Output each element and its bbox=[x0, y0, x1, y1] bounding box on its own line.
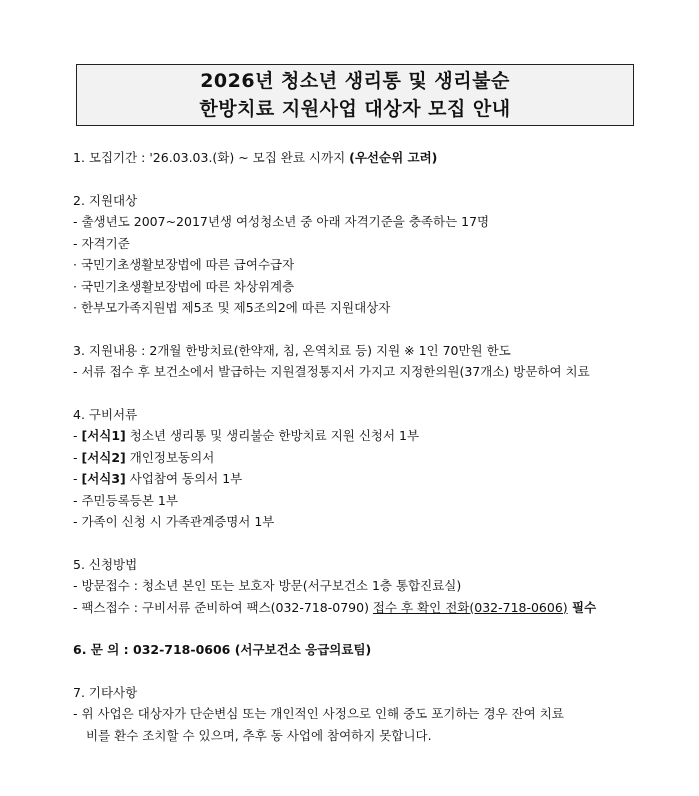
list-dash: - bbox=[73, 428, 82, 443]
section-5-heading: 5. 신청방법 bbox=[73, 556, 138, 572]
required-doc: - 가족이 신청 시 가족관계증명서 1부 bbox=[73, 514, 275, 529]
required-doc-form-3 bbox=[73, 468, 643, 490]
title-line-1: 2026년 청소년 생리통 및 생리불순 bbox=[200, 70, 510, 92]
form-name: 개인정보동의서 bbox=[125, 449, 215, 465]
section-4-heading: 4. 구비서류 bbox=[73, 406, 138, 422]
spacer bbox=[73, 661, 643, 682]
form-tag: [서식1] bbox=[81, 428, 126, 443]
fax-application bbox=[73, 597, 643, 619]
list-dash: - bbox=[73, 471, 82, 486]
required-doc-form-1 bbox=[73, 425, 643, 447]
recruitment-period bbox=[73, 147, 643, 169]
title-line-2: 한방치료 지원사업 대상자 모집 안내 bbox=[199, 98, 511, 120]
criteria-item: · 국민기초생활보장법에 따른 차상위계층 bbox=[73, 278, 295, 294]
recruitment-period-text: 1. 모집기간 : '26.03.03.(화) ~ 모집 완료 시까지 bbox=[73, 150, 350, 165]
fax-text: - 팩스접수 : 구비서류 준비하여 팩스(032-718-0790) bbox=[73, 599, 373, 615]
fax-required: 필수 bbox=[567, 599, 597, 615]
support-procedure: - 서류 접수 후 보건소에서 발급하는 지원결정통지서 가지고 지정한의원(37개소) 방문하여 치료 bbox=[73, 364, 590, 379]
support-content: 3. 지원내용 : 2개월 한방치료(한약재, 침, 온역치료 등) 지원 ※ 1인 70만원 한도 bbox=[73, 342, 511, 358]
form-tag: [서식2] bbox=[81, 449, 126, 465]
fax-confirm-call: 접수 후 확인 전화(032-718-0606) bbox=[372, 599, 568, 615]
form-name: 사업참여 동의서 1부 bbox=[125, 471, 243, 486]
other-notes-line-1: - 위 사업은 대상자가 단순변심 또는 개인적인 사정으로 인해 중도 포기하는 경우 잔여 치료 bbox=[73, 706, 564, 721]
eligibility-line: - 출생년도 2007~2017년생 여성청소년 중 아래 자격기준을 충족하는 17명 bbox=[73, 214, 490, 229]
criteria-heading: - 자격기준 bbox=[73, 235, 130, 251]
title-box bbox=[76, 64, 634, 126]
criteria-item: · 한부모가족지원법 제5조 및 제5조의2에 따른 지원대상자 bbox=[73, 300, 391, 315]
visit-application: - 방문접수 : 청소년 본인 또는 보호자 방문(서구보건소 1층 통합진료실) bbox=[73, 578, 462, 593]
priority-note: (우선순위 고려) bbox=[349, 150, 438, 165]
spacer bbox=[73, 169, 643, 190]
section-2-heading: 2. 지원대상 bbox=[73, 192, 138, 208]
required-doc: - 주민등록등본 1부 bbox=[73, 492, 178, 508]
spacer bbox=[73, 533, 643, 554]
document-body bbox=[73, 147, 643, 746]
spacer bbox=[73, 383, 643, 404]
required-doc-form-2 bbox=[73, 447, 643, 469]
form-name: 청소년 생리통 및 생리불순 한방치료 지원 신청서 1부 bbox=[125, 428, 420, 443]
list-dash: - bbox=[73, 449, 82, 465]
section-7-heading: 7. 기타사항 bbox=[73, 684, 138, 700]
form-tag: [서식3] bbox=[81, 471, 126, 486]
spacer bbox=[73, 618, 643, 639]
other-notes-line-2: 비를 환수 조치할 수 있으며, 추후 동 사업에 참여하지 못합니다. bbox=[86, 727, 432, 743]
spacer bbox=[73, 319, 643, 340]
contact-line: 6. 문 의 : 032-718-0606 (서구보건소 응급의료팀) bbox=[73, 642, 372, 657]
criteria-item: · 국민기초생활보장법에 따른 급여수급자 bbox=[73, 257, 295, 272]
